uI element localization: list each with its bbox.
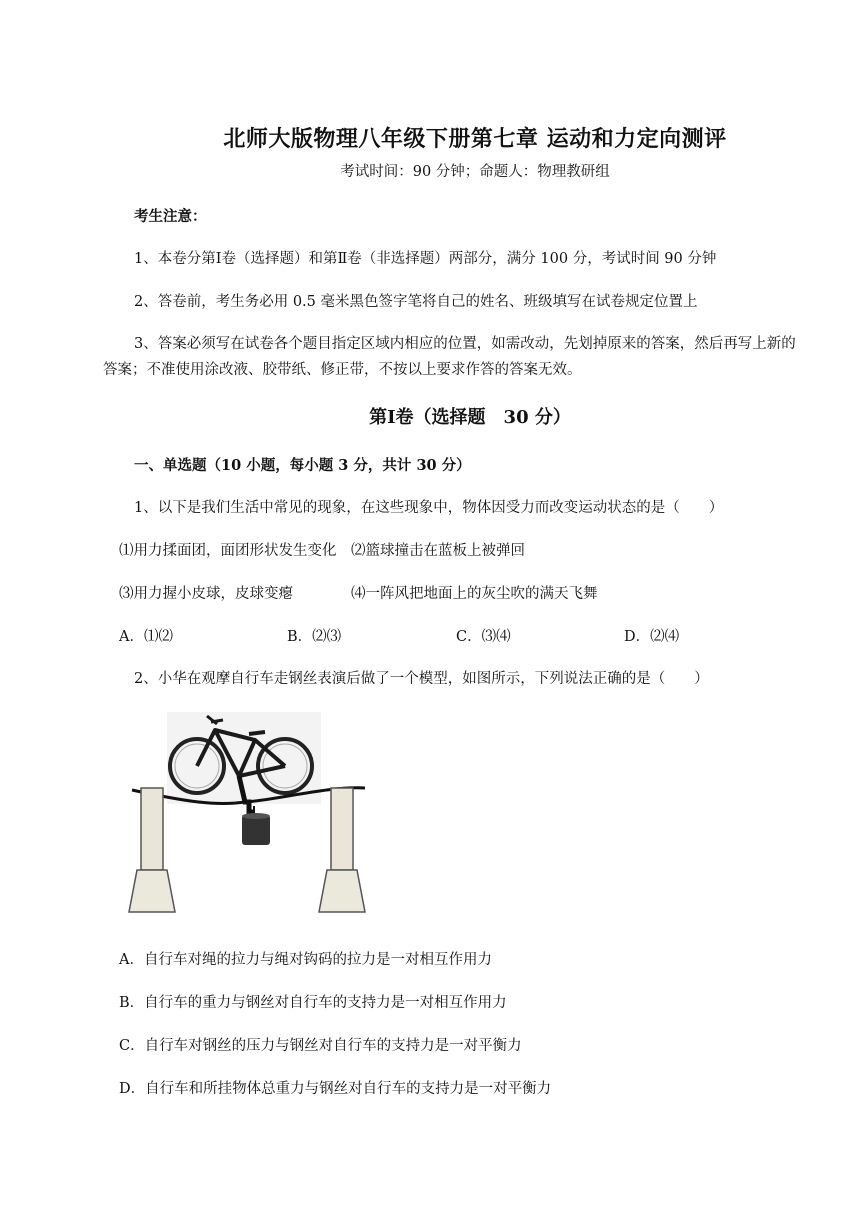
question-1-stem: 1、以下是我们生活中常见的现象，在这些现象中，物体因受力而改变运动状态的是（ ） xyxy=(134,500,724,516)
left-base xyxy=(129,870,175,912)
question-2-option-d: D．自行车和所挂物体总重力与钢丝对自行车的支持力是一对平衡力 xyxy=(119,1081,552,1097)
page-title: 北师大版物理八年级下册第七章 运动和力定向测评 xyxy=(223,126,727,152)
right-base xyxy=(319,870,365,912)
question-1-option-b: B．⑵⑶ xyxy=(287,629,342,645)
question-1-option-c: C．⑶⑷ xyxy=(456,629,511,645)
left-pillar xyxy=(141,788,163,870)
question-2-option-a: A．自行车对绳的拉力与绳对钩码的拉力是一对相互作用力 xyxy=(119,952,492,968)
question-2-option-c: C．自行车对钢丝的压力与钢丝对自行车的支持力是一对平衡力 xyxy=(119,1038,522,1054)
right-pillar xyxy=(331,788,353,870)
question-1-option-a: A．⑴⑵ xyxy=(119,629,173,645)
bicycle-tightrope-figure xyxy=(127,710,367,920)
notice-item-3: 3、答案必须写在试卷各个题目指定区域内相应的位置，如需改动，先划掉原来的答案，然后再写上新的答案；不准使用涂改液、胶带纸、修正带，不按以上要求作答的答案无效。 xyxy=(103,336,796,378)
question-1-statement-1: ⑴用力揉面团，面团形状发生变化 ⑵篮球撞击在蓝板上被弹回 xyxy=(119,543,525,559)
notice-item-2: 2、答卷前，考生务必用 0.5 毫米黑色签字笔将自己的姓名、班级填写在试卷规定位置上 xyxy=(134,294,698,310)
question-1-option-d: D．⑵⑷ xyxy=(624,629,680,645)
question-2-option-b: B．自行车的重力与钢丝对自行车的支持力是一对相互作用力 xyxy=(119,995,507,1011)
notice-heading: 考生注意： xyxy=(134,208,207,225)
question-1-statement-2: ⑶用力握小皮球，皮球变瘪 ⑷一阵风把地面上的灰尘吹的满天飞舞 xyxy=(119,586,598,602)
question-2-stem: 2、小华在观摩自行车走钢丝表演后做了一个模型，如图所示，下列说法正确的是（ ） xyxy=(134,671,709,687)
part-heading: 一、单选题（10 小题，每小题 3 分，共计 30 分） xyxy=(134,457,471,474)
exam-subtitle: 考试时间：90 分钟；命题人：物理教研组 xyxy=(340,164,610,180)
notice-item-1: 1、本卷分第Ⅰ卷（选择题）和第Ⅱ卷（非选择题）两部分，满分 100 分，考试时间 90 分钟 xyxy=(134,251,717,267)
hanging-weight xyxy=(242,815,270,845)
section-title: 第Ⅰ卷（选择题 30 分） xyxy=(369,407,571,428)
